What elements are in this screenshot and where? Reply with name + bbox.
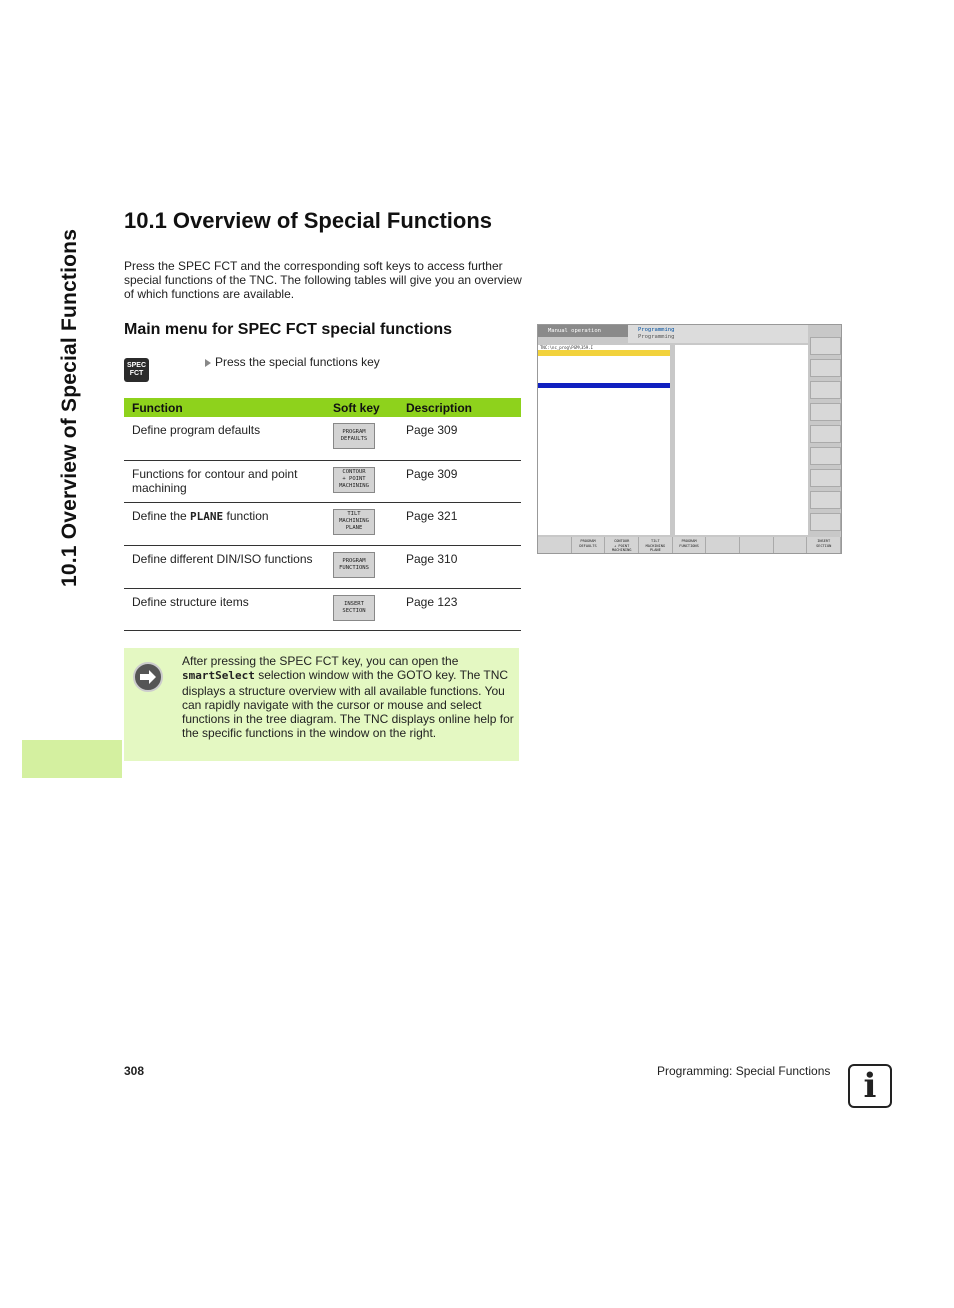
screen-softkey[interactable]: CONTOUR + POINT MACHINING	[605, 537, 639, 553]
program-functions-softkey[interactable]: PROGRAM FUNCTIONS	[333, 552, 375, 578]
step-arrow-icon	[205, 359, 211, 367]
program-listing: TNC:\nc_prog\PGM\359.I	[538, 345, 670, 535]
description-cell: Page 310	[398, 545, 521, 588]
description-cell: Page 309	[398, 417, 521, 460]
function-cell: Define structure items	[124, 588, 325, 630]
description-cell: Page 123	[398, 588, 521, 630]
vertical-softkey[interactable]	[810, 469, 841, 487]
program-defaults-softkey[interactable]: PROGRAM DEFAULTS	[333, 423, 375, 449]
softkey-cell	[325, 460, 398, 502]
table-row	[124, 588, 521, 630]
table-row	[124, 502, 521, 545]
side-tab-label: 10.1 Overview of Special Functions	[58, 228, 81, 587]
softkey-bar	[538, 537, 841, 553]
table-header-row	[124, 398, 521, 417]
note-text: After pressing the SPEC FCT key, you can open the smartSelect selection window with the GOTO key. The TNC displays a structure overview with all available functions. You can rapidly navigate with the cursor or mouse and select functions in the tree diagram. The TNC displays online help for the specific functions in the window on the right.	[182, 654, 514, 741]
note-box	[124, 648, 519, 761]
page-number: 308	[124, 1064, 145, 1078]
vertical-softkey[interactable]	[810, 359, 841, 377]
instruction-step: Press the special functions key	[205, 355, 380, 369]
col-softkey-header: Soft key	[325, 398, 398, 417]
screen-softkey[interactable]: INSERT SECTION	[807, 537, 841, 553]
screen-softkey[interactable]: PROGRAM DEFAULTS	[572, 537, 606, 553]
vertical-softkey[interactable]	[810, 513, 841, 531]
vertical-softkey[interactable]	[810, 425, 841, 443]
function-cell: Define different DIN/ISO functions	[124, 545, 325, 588]
section-heading: Main menu for SPEC FCT special functions	[124, 321, 453, 338]
side-tab-marker	[22, 740, 122, 778]
functions-table	[124, 398, 521, 631]
chapter-title: Programming: Special Functions	[657, 1064, 831, 1078]
vertical-softkey[interactable]	[810, 403, 841, 421]
insert-section-softkey[interactable]: INSERT SECTION	[333, 595, 375, 621]
help-window	[675, 345, 808, 535]
intro-paragraph: Press the SPEC FCT and the corresponding soft keys to access further special functions of the TNC. The following tables will give you an overview of which functions are available.	[124, 259, 522, 301]
vertical-softkey[interactable]	[810, 381, 841, 399]
mode-manual: Manual operation	[538, 325, 628, 337]
softkey-cell	[325, 502, 398, 545]
col-function-header: Function	[124, 398, 325, 417]
screen-softkey[interactable]	[774, 537, 808, 553]
table-row	[124, 460, 521, 502]
function-cell: Functions for contour and point machining	[124, 460, 325, 502]
contour-point-machining-softkey[interactable]: CONTOUR + POINT MACHINING	[333, 467, 375, 493]
description-cell: Page 321	[398, 502, 521, 545]
softkey-cell	[325, 588, 398, 630]
screen-softkey[interactable]: TILT MACHINING PLANE	[639, 537, 673, 553]
table-row	[124, 545, 521, 588]
screen-softkey[interactable]	[740, 537, 774, 553]
function-cell: Define program defaults	[124, 417, 325, 460]
vertical-softkey[interactable]	[810, 447, 841, 465]
vertical-softkey[interactable]	[810, 337, 841, 355]
screen-softkey[interactable]	[706, 537, 740, 553]
tilt-machining-plane-softkey[interactable]: TILT MACHINING PLANE	[333, 509, 375, 535]
arrow-right-icon	[133, 662, 163, 692]
softkey-cell	[325, 545, 398, 588]
tnc-screenshot	[537, 324, 842, 554]
side-tab	[0, 195, 122, 587]
mode-programming: Programming Programming	[628, 325, 808, 343]
softkey-cell	[325, 417, 398, 460]
description-cell: Page 309	[398, 460, 521, 502]
spec-fct-key-icon: SPEC FCT	[124, 358, 149, 382]
screen-softkey[interactable]	[538, 537, 572, 553]
page-title: 10.1 Overview of Special Functions	[124, 208, 493, 233]
col-description-header: Description	[398, 398, 521, 417]
function-cell: Define the PLANE function	[124, 502, 325, 545]
screen-softkey[interactable]: PROGRAM FUNCTIONS	[673, 537, 707, 553]
table-row	[124, 417, 521, 460]
info-icon: i	[848, 1064, 892, 1108]
vertical-softkey[interactable]	[810, 491, 841, 509]
